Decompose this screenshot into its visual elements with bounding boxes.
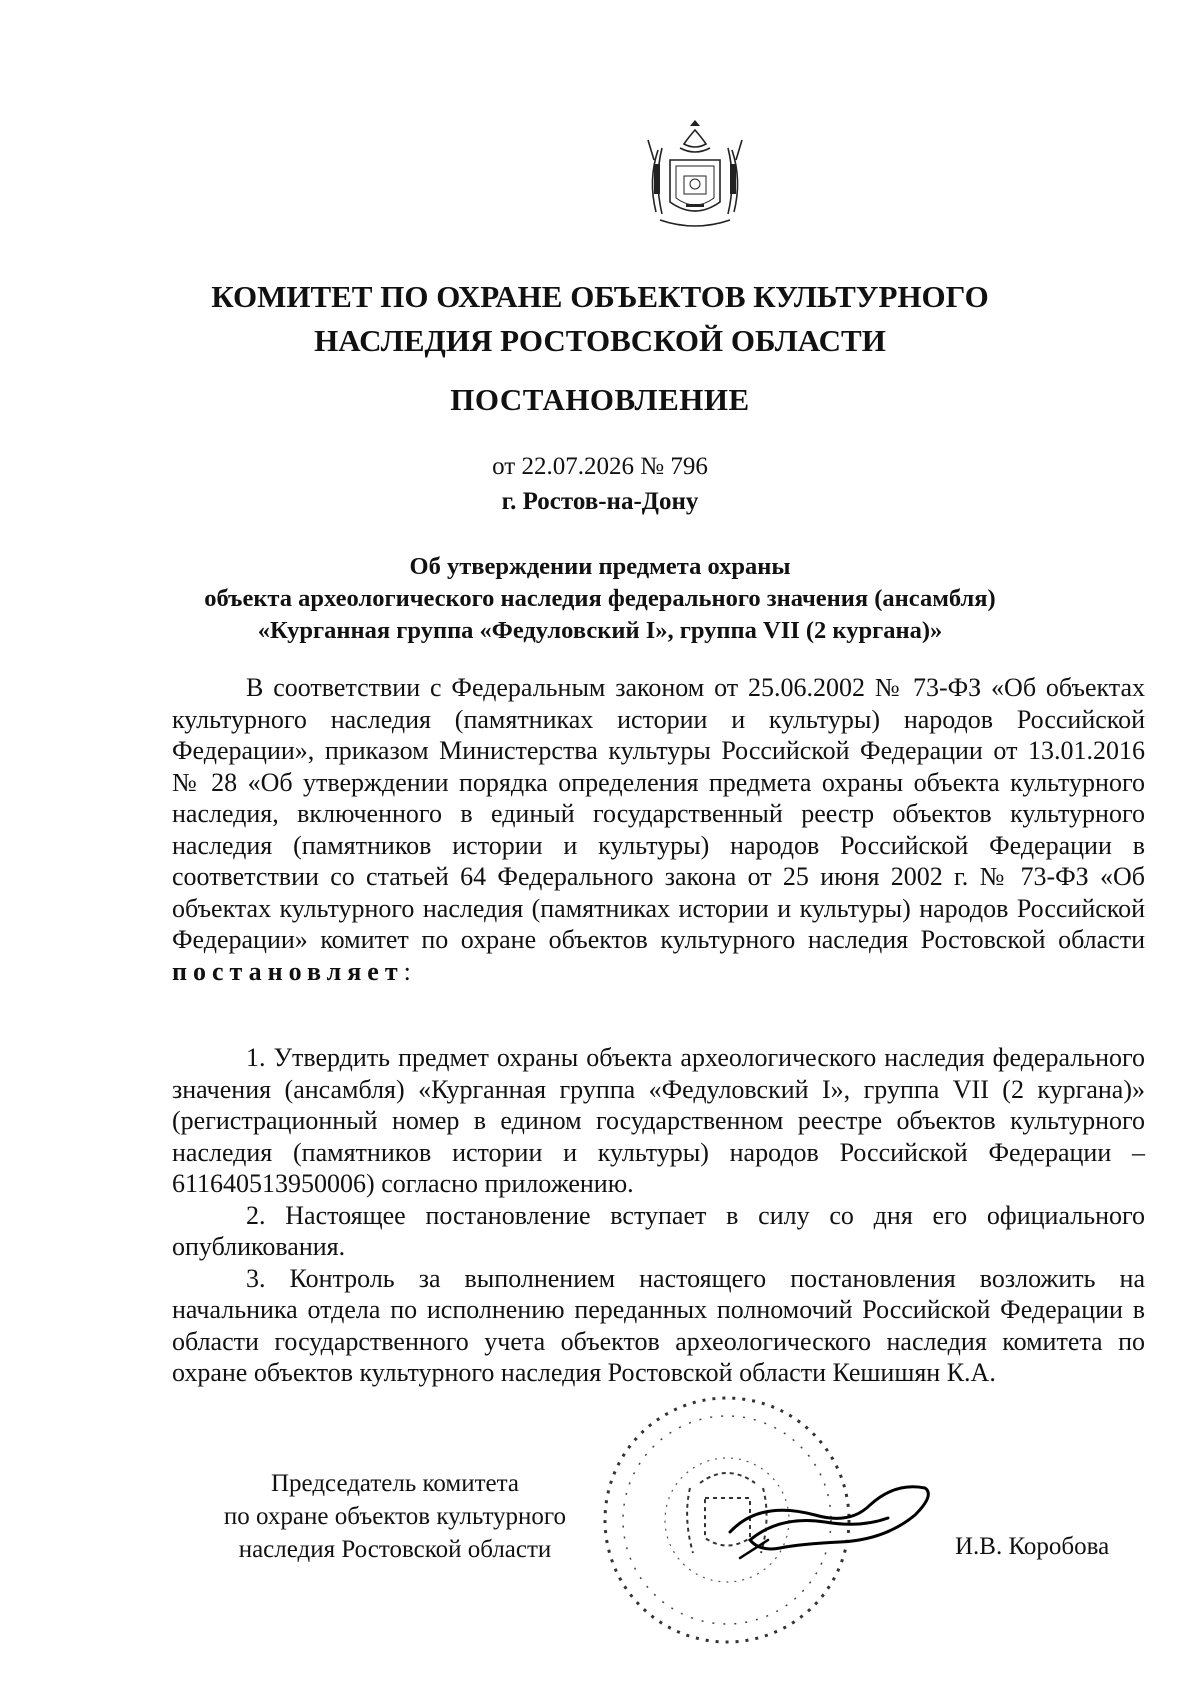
decree-colon: :: [403, 956, 411, 986]
org-line-2: НАСЛЕДИЯ РОСТОВСКОЙ ОБЛАСТИ: [314, 323, 886, 358]
coat-of-arms-icon: [640, 120, 750, 232]
signatory-title-line-1: Председатель комитета: [271, 1470, 519, 1497]
document-date-number: от 22.07.2026 № 796: [492, 453, 708, 480]
document-subject: [0, 551, 1200, 647]
subject-line-3: «Курганная группа «Федуловский I», группа VII (2 кургана)»: [257, 617, 943, 644]
resolution-item-2: 2. Настоящее постановление вступает в силу со дня его официального опубликования.: [172, 1200, 1145, 1261]
subject-line-2: объекта археологического наследия федерального значения (ансамбля): [204, 585, 996, 612]
signatory-title-line-3: наследия Ростовской области: [238, 1536, 552, 1563]
handwritten-signature-icon: [720, 1470, 935, 1565]
preamble-block: [172, 672, 1145, 987]
subject-line-1: Об утверждении предмета охраны: [409, 553, 791, 580]
resolution-items: [172, 1042, 1145, 1389]
resolution-item-3: 3. Контроль за выполнением настоящего постановления возложить на начальника отдела по исполнению переданных полномочий Российской Федерации в области государственного учета объектов археологического наследия комитета по охране объектов культурного наследия Ростовской области Кешишян К.А.: [172, 1263, 1145, 1387]
document-type: ПОСТАНОВЛЕНИЕ: [450, 382, 750, 417]
document-city: г. Ростов-на-Дону: [501, 488, 699, 515]
organization-name: [0, 275, 1200, 363]
resolution-item-1: 1. Утвердить предмет охраны объекта археологического наследия федерального значения (ансамбля) «Курганная группа «Федуловский I», группа VII (2 кургана)» (регистрационный номер в едином государственном реестре объектов культурного наследия (памятников истории и культуры) народов Российской Федерации – 611640513950006) согласно приложению.: [172, 1043, 1145, 1198]
signatory-title: [185, 1467, 605, 1566]
preamble-paragraph: [172, 672, 1145, 987]
decree-word: постановляет: [172, 956, 404, 986]
preamble-text: В соответствии с Федеральным законом от 25.06.2002 № 73-ФЗ «Об объектах культурного наследия (памятниках истории и культуры) народов Российской Федерации», приказом Министерства культуры Российской Федерации от 13.01.2016 № 28 «Об утверждении порядка определения предмета охраны объекта культурного наследия, включенного в единый государственный реестр объектов культурного наследия (памятников истории и культуры) народов Российской Федерации в соответствии со статьей 64 Федерального закона от 25 июня 2002 г. № 73-ФЗ «Об объектах культурного наследия (памятниках истории и культуры) народов Российской Федерации» комитет по охране объектов культурного наследия Ростовской области: [172, 673, 1145, 954]
org-line-1: КОМИТЕТ ПО ОХРАНЕ ОБЪЕКТОВ КУЛЬТУРНОГО: [211, 279, 989, 314]
signatory-name: И.В. Коробова: [955, 1533, 1110, 1560]
signatory-title-line-2: по охране объектов культурного: [223, 1503, 567, 1530]
